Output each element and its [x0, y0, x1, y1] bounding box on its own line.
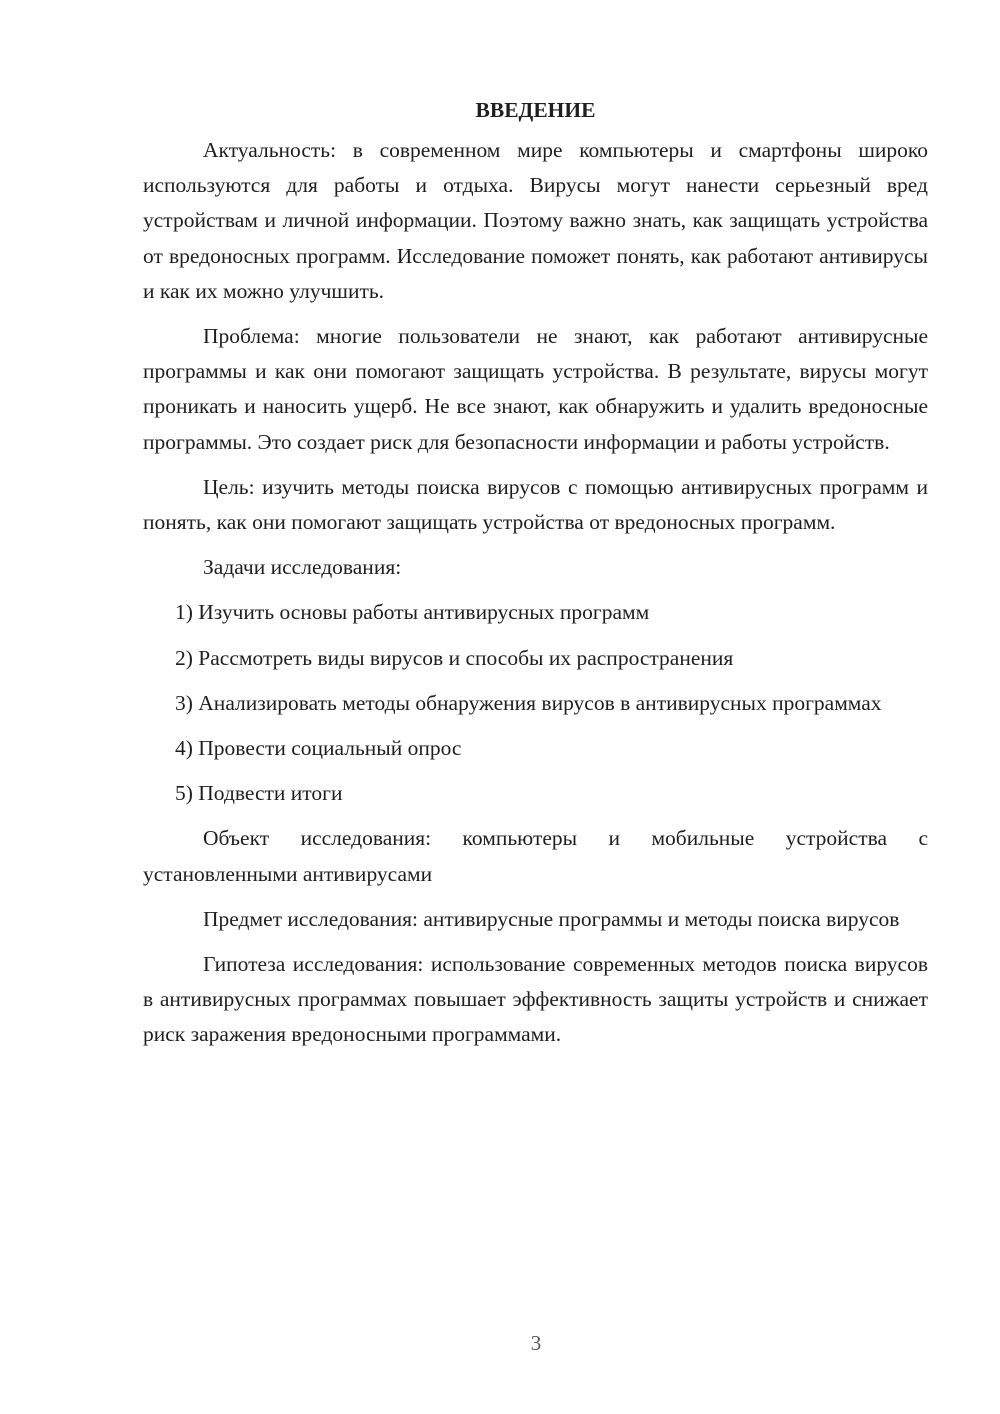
task-item-1: 1) Изучить основы работы антивирусных программ: [175, 600, 650, 625]
task-item-2: 2) Рассмотреть виды вирусов и способы их распространения: [175, 645, 734, 670]
page-content: [143, 93, 928, 1063]
goal-paragraph: Цель: изучить методы поиска вирусов с помощью антивирусных программ и понять, как они помогают защищать устройства от вредоносных программ.: [143, 474, 928, 535]
subject-paragraph: Предмет исследования: антивирусные программы и методы поиска вирусов: [203, 906, 900, 931]
page-title: ВВЕДЕНИЕ: [475, 98, 596, 122]
tasks-heading: Задачи исследования:: [203, 555, 402, 580]
hypothesis-paragraph: Гипотеза исследования: использование современных методов поиска вирусов в антивирусных программах повышает эффективность защиты устройств и снижает риск заражения вредоносными программами.: [143, 952, 928, 1047]
problem-paragraph: Проблема: многие пользователи не знают, как работают антивирусные программы и как они помогают защищать устройства. В результате, вирусы могут проникать и наносить ущерб. Не все знают, как обнаружить и удалить вредоносные программы. Это создает риск для безопасности информации и работы устройств.: [143, 324, 928, 454]
task-item-3: 3) Анализировать методы обнаружения вирусов в антивирусных программах: [175, 690, 882, 715]
tasks-list: [143, 595, 928, 811]
task-item-4: 4) Провести социальный опрос: [175, 736, 462, 761]
task-item-5: 5) Подвести итоги: [175, 781, 343, 806]
relevance-paragraph: Актуальность: в современном мире компьютеры и смартфоны широко используются для работы и отдыха. Вирусы могут нанести серьезный вред устройствам и личной информации. Поэтому важно знать, как защищать устройства от вредоносных программ. Исследование поможет понять, как работают антивирусы и как их можно улучшить.: [143, 138, 928, 303]
page-number: 3: [530, 1331, 542, 1355]
object-paragraph: Объект исследования: компьютеры и мобильные устройства с установленными антивирусами: [143, 826, 928, 886]
